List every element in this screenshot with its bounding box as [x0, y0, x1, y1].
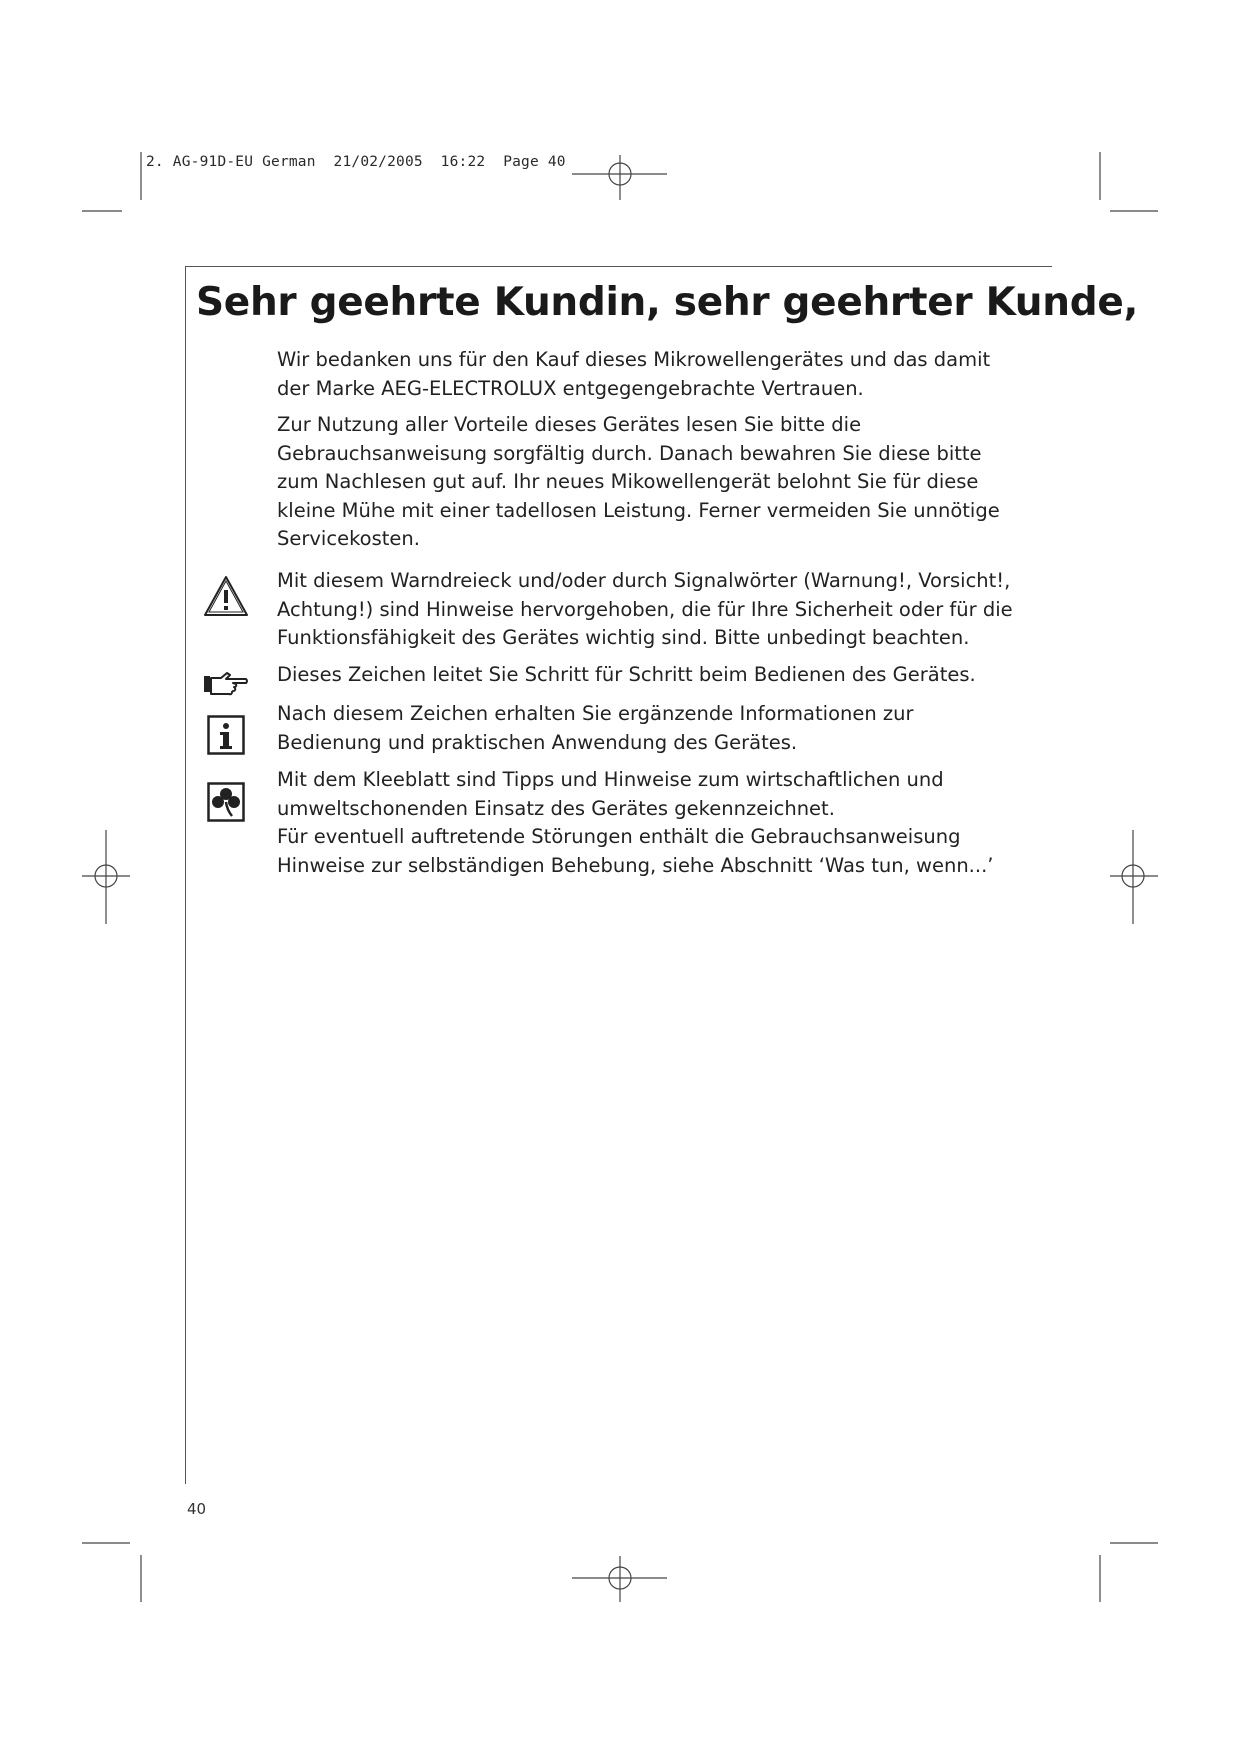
intro-paragraph: Wir bedanken uns für den Kauf dieses Mikrowellengerätes und das damit der Marke AEG-ELECTROLUX entgegengebrachte Vertrauen.	[277, 348, 991, 400]
clover-paragraph: Mit dem Kleeblatt sind Tipps und Hinweise zum wirtschaftlichen und umweltschonenden Einsatz des Gerätes gekennzeichnet.	[277, 768, 944, 820]
troubleshooting-paragraph: Für eventuell auftretende Störungen enthält die Gebrauchsanweisung Hinweise zur selbständigen Behebung, siehe Abschnitt ‘Was tun, wenn...’	[277, 825, 994, 877]
page-title: Sehr geehrte Kundin, sehr geehrter Kunde,	[196, 280, 1139, 325]
page-number: 40	[187, 1500, 207, 1518]
frame-top-rule	[185, 266, 1052, 267]
warning-triangle-icon	[203, 575, 249, 621]
clover-icon	[207, 782, 245, 826]
info-icon	[207, 715, 245, 759]
info-paragraph: Nach diesem Zeichen erhalten Sie ergänzende Informationen zur Bedienung und praktischen Anwendung des Gerätes.	[277, 702, 914, 754]
warning-paragraph: Mit diesem Warndreieck und/oder durch Signalwörter (Warnung!, Vorsicht!, Achtung!) sind Hinweise hervorgehoben, die für Ihre Sicherheit oder für die Funktionsfähigkeit des Gerätes wichtig sind. Bitte unbedingt beachten.	[277, 569, 1013, 649]
step-paragraph: Dieses Zeichen leitet Sie Schritt für Schritt beim Bedienen des Gerätes.	[277, 663, 976, 686]
usage-paragraph: Zur Nutzung aller Vorteile dieses Gerätes lesen Sie bitte die Gebrauchsanweisung sorgfältig durch. Danach bewahren Sie diese bitte zum Nachlesen gut auf. Ihr neues Mikowellengerät belohnt Sie für diese kleine Mühe mit einer tadellosen Leistung. Ferner vermeiden Sie unnötige Servicekosten.	[277, 413, 1000, 550]
frame-left-rule	[185, 266, 186, 1484]
pointing-hand-icon	[203, 670, 249, 700]
print-slug: 2. AG-91D-EU German 21/02/2005 16:22 Page 40	[146, 154, 566, 170]
